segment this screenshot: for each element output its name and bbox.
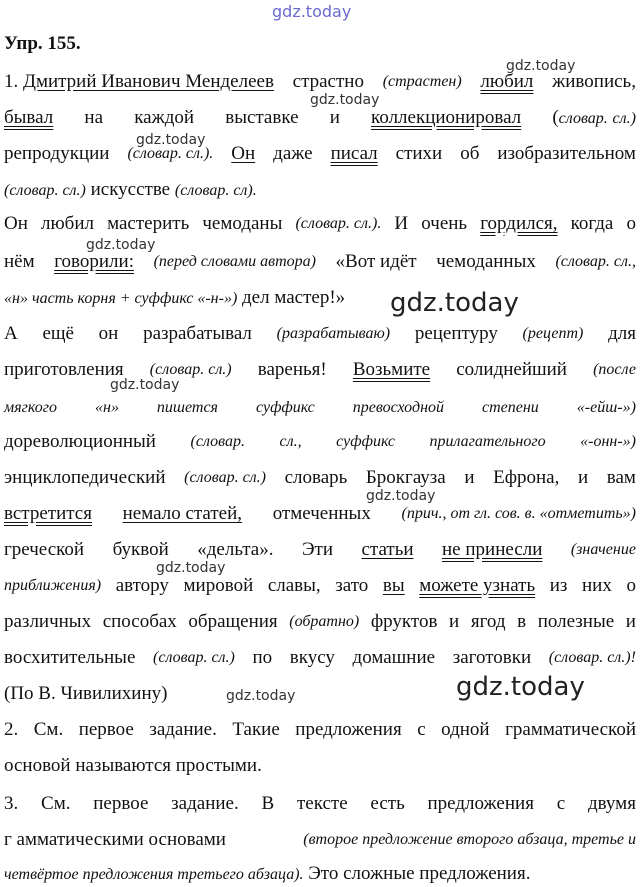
text-line: мягкого «н» пишется суффикс превосходной степени «-ейш-») [4,399,636,416]
watermark: gdz.today [226,688,296,704]
text-line: энциклопедический (словар. сл.) словарь Брокгауза и Ефрона, и вам [4,467,636,488]
answer-line: четвёртое предложения третьего абзаца). Это сложные предложения. [4,863,531,884]
answer-line: основой называются простыми. [4,755,262,776]
text-line: дореволюционный (словар. сл., суффикс прилагательного «-онн-») [4,431,636,452]
exercise-title: Упр. 155. [4,33,81,54]
watermark-large: gdz.today [456,672,585,702]
text-line: греческой буквой «дельта». Эти статьи не принесли (значение [4,539,636,560]
text-line: различных способах обращения (обратно) фруктов и ягод в полезные и [4,611,636,632]
watermark: gdz.today [110,377,180,393]
text-line: 1. Дмитрий Иванович Менделеев страстно (страстен) любил живопись, [4,71,636,92]
watermark: gdz.today [156,560,226,576]
text-line: (словар. сл.) искусстве (словар. сл). [4,179,257,200]
text-line: встретится немало статей, отмеченных (прич., от гл. сов. в. «отметить») [4,503,636,524]
watermark: gdz.today [366,488,436,504]
answer-line: 3. См. первое задание. В тексте есть предложения с двумя [4,793,636,814]
source-attribution: (По В. Чивилихину) [4,683,168,704]
answer-line: 2. См. первое задание. Такие предложения с одной грамматической [4,719,636,740]
watermark: gdz.today [310,92,380,108]
watermark-top: gdz.today [272,2,352,21]
answer-line: г амматическими основами (второе предложение второго абзаца, третье и [4,829,636,850]
text-line: приготовления (словар. сл.) варенья! Возьмите солиднейший (после [4,359,636,380]
text-line: А ещё он разрабатывал (разрабатываю) рецептуру (рецепт) для [4,323,636,344]
text-line: «н» часть корня + суффикс «-н-») дел мастер!» [4,287,346,308]
watermark: gdz.today [506,58,576,74]
text-line: бывал на каждой выставке и коллекционировал (словар. сл.) [4,107,636,128]
text-line: приближения) автору мировой славы, зато вы можете узнать из них о [4,575,636,596]
text-line: Он любил мастерить чемоданы (словар. сл.). И очень гордился, когда о [4,213,636,234]
text-line: восхитительные (словар. сл.) по вкусу домашние заготовки (словар. сл.)! [4,647,636,668]
watermark: gdz.today [86,237,156,253]
watermark-large: gdz.today [390,288,519,318]
text-line: репродукции (словар. сл.). Он даже писал стихи об изобразительном [4,143,636,164]
watermark: gdz.today [136,132,206,148]
text-line: нём говорили: (перед словами автора) «Вот идёт чемоданных (словар. сл., [4,251,636,272]
